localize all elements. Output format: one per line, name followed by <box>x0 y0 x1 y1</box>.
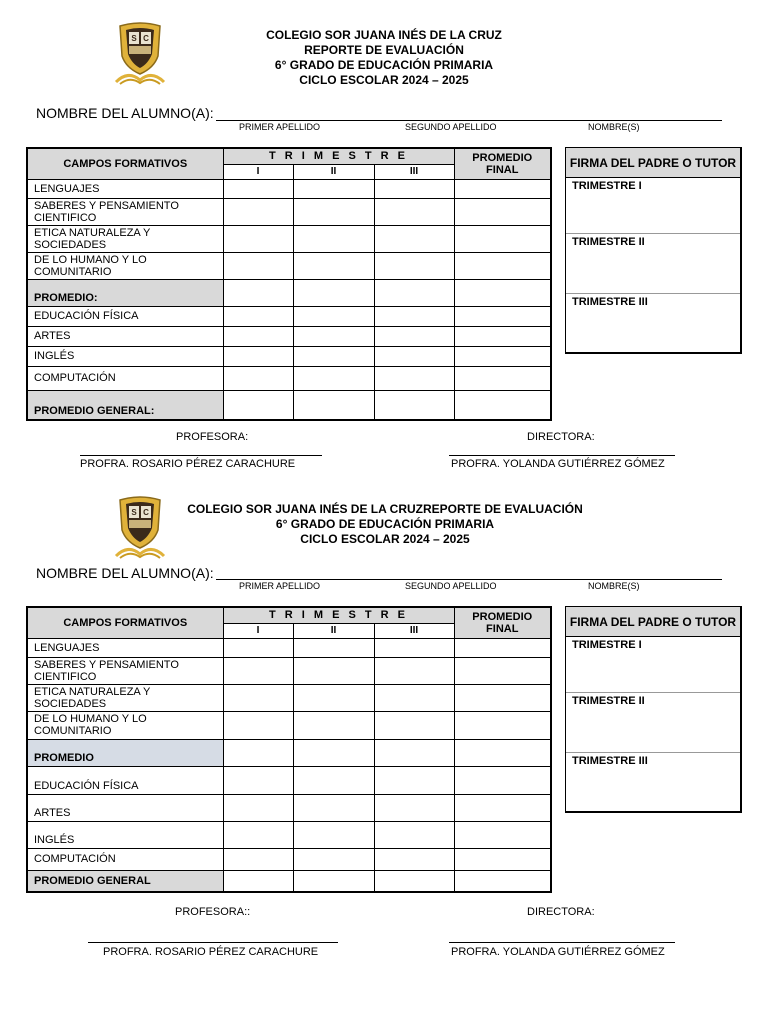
table-row <box>27 198 551 225</box>
grade-cell[interactable] <box>374 366 454 390</box>
signature-box-title: FIRMA DEL PADRE O TUTOR <box>566 607 740 637</box>
trimester-ii-header: II <box>293 623 374 638</box>
grade-cell[interactable] <box>293 711 374 739</box>
grade-cell[interactable] <box>293 252 374 279</box>
grade-cell[interactable] <box>374 848 454 870</box>
director-role: DIRECTORA: <box>527 906 595 918</box>
grade-cell[interactable] <box>293 390 374 420</box>
grade-cell[interactable] <box>454 821 551 848</box>
signature-trimester-3[interactable]: TRIMESTRE III <box>572 296 648 308</box>
school-cycle: CICLO ESCOLAR 2024 – 2025 <box>300 532 470 546</box>
subject-label: EDUCACIÓN FÍSICA <box>27 766 223 794</box>
grade-cell[interactable] <box>454 766 551 794</box>
grade-cell[interactable] <box>223 366 293 390</box>
subject-label: LENGUAJES <box>27 179 223 198</box>
grade-cell[interactable] <box>293 366 374 390</box>
grade-cell[interactable] <box>293 179 374 198</box>
teacher-role: PROFESORA:: <box>175 906 251 918</box>
grade-cell[interactable] <box>454 326 551 346</box>
table-row <box>27 252 551 279</box>
grade-cell[interactable] <box>374 766 454 794</box>
grade-cell[interactable] <box>293 225 374 252</box>
table-row <box>27 366 551 390</box>
table-row <box>27 821 551 848</box>
grade-cell[interactable] <box>223 821 293 848</box>
table-row <box>27 225 551 252</box>
grade-cell[interactable] <box>223 198 293 225</box>
table-row <box>27 657 551 684</box>
grade-cell[interactable] <box>223 306 293 326</box>
grade-cell[interactable] <box>454 684 551 711</box>
table-row <box>27 306 551 326</box>
director-name: PROFRA. YOLANDA GUTIÉRREZ GÓMEZ <box>451 946 665 958</box>
table-row <box>27 848 551 870</box>
teacher-signature-line[interactable] <box>80 455 322 456</box>
grade-cell[interactable] <box>374 657 454 684</box>
grade-cell[interactable] <box>374 794 454 821</box>
trimestre-header: T R I M E S T R E <box>223 607 454 623</box>
grade-cell[interactable] <box>223 225 293 252</box>
grade-cell[interactable] <box>374 711 454 739</box>
table-row <box>27 638 551 657</box>
grade-cell[interactable] <box>293 279 374 306</box>
table-row <box>27 346 551 366</box>
table-row <box>27 279 551 306</box>
grade-cell[interactable] <box>454 870 551 892</box>
teacher-name: PROFRA. ROSARIO PÉREZ CARACHURE <box>103 946 319 958</box>
grade-cell[interactable] <box>223 766 293 794</box>
report-header <box>160 502 610 547</box>
director-signature-line[interactable] <box>449 942 675 943</box>
subject-label: SABERES Y PENSAMIENTO CIENTIFICO <box>27 198 223 225</box>
school-logo <box>108 20 172 88</box>
subject-label: COMPUTACIÓN <box>27 366 223 390</box>
logo-letter-s: S <box>131 34 137 43</box>
trimester-ii-header: II <box>293 164 374 179</box>
logo-letter-s: S <box>131 508 137 517</box>
average-label: PROMEDIO <box>27 739 223 766</box>
grade-cell[interactable] <box>454 711 551 739</box>
grade-cell[interactable] <box>223 346 293 366</box>
trimester-i-header: I <box>223 164 293 179</box>
grade-cell[interactable] <box>293 684 374 711</box>
grade-cell[interactable] <box>223 794 293 821</box>
grade-cell[interactable] <box>374 684 454 711</box>
grade-cell[interactable] <box>293 326 374 346</box>
grade-cell[interactable] <box>454 794 551 821</box>
grade-cell[interactable] <box>374 306 454 326</box>
grade-cell[interactable] <box>223 179 293 198</box>
grade-cell[interactable] <box>223 326 293 346</box>
second-surname-label: SEGUNDO APELLIDO <box>405 581 497 591</box>
grades-table <box>26 147 552 421</box>
student-name-label: NOMBRE DEL ALUMNO(A): <box>36 105 214 121</box>
student-name-label: NOMBRE DEL ALUMNO(A): <box>36 565 214 581</box>
report-header <box>234 28 534 88</box>
report-title: REPORTE DE EVALUACIÓN <box>304 43 464 57</box>
average-label: PROMEDIO: <box>27 279 223 306</box>
subject-label: DE LO HUMANO Y LO COMUNITARIO <box>27 711 223 739</box>
final-average-header: PROMEDIO FINAL <box>454 607 551 638</box>
signature-trimester-2[interactable]: TRIMESTRE II <box>566 693 740 753</box>
director-role: DIRECTORA: <box>527 431 595 443</box>
grade-cell[interactable] <box>374 739 454 766</box>
grade-cell[interactable] <box>293 766 374 794</box>
table-row <box>27 326 551 346</box>
grade-cell[interactable] <box>293 794 374 821</box>
grade-cell[interactable] <box>223 390 293 420</box>
grade-cell[interactable] <box>293 739 374 766</box>
subject-label: SABERES Y PENSAMIENTO CIENTIFICO <box>27 657 223 684</box>
guardian-signature-box <box>565 147 742 354</box>
trimester-iii-header: III <box>374 164 454 179</box>
subject-label: INGLÉS <box>27 346 223 366</box>
grade-cell[interactable] <box>454 225 551 252</box>
grade-cell[interactable] <box>293 848 374 870</box>
grade-cell[interactable] <box>293 638 374 657</box>
student-name-line[interactable] <box>216 120 722 121</box>
subject-label: ETICA NATURALEZA Y SOCIEDADES <box>27 684 223 711</box>
student-name-line[interactable] <box>216 579 722 580</box>
grade-level: 6° GRADO DE EDUCACIÓN PRIMARIA <box>275 517 495 531</box>
general-average-label: PROMEDIO GENERAL: <box>27 390 223 420</box>
grade-cell[interactable] <box>374 225 454 252</box>
grade-cell[interactable] <box>454 306 551 326</box>
logo-letter-c: C <box>143 508 149 517</box>
grade-cell[interactable] <box>223 252 293 279</box>
table-row <box>27 179 551 198</box>
grade-cell[interactable] <box>374 821 454 848</box>
school-name-combined: COLEGIO SOR JUANA INÉS DE LA CRUZREPORTE DE EVALUACIÓN <box>187 502 583 516</box>
subject-label: ARTES <box>27 326 223 346</box>
campos-header: CAMPOS FORMATIVOS <box>27 148 223 179</box>
grade-cell[interactable] <box>454 346 551 366</box>
grade-cell[interactable] <box>454 638 551 657</box>
table-row <box>27 684 551 711</box>
grade-cell[interactable] <box>223 279 293 306</box>
grade-cell[interactable] <box>374 346 454 366</box>
logo-letter-c: C <box>143 34 149 43</box>
trimester-i-header: I <box>223 623 293 638</box>
school-name: COLEGIO SOR JUANA INÉS DE LA CRUZ <box>266 28 502 42</box>
grade-cell[interactable] <box>223 739 293 766</box>
grade-cell[interactable] <box>374 279 454 306</box>
grade-cell[interactable] <box>293 346 374 366</box>
grade-cell[interactable] <box>454 390 551 420</box>
grade-cell[interactable] <box>374 179 454 198</box>
grade-cell[interactable] <box>374 252 454 279</box>
table-row <box>27 870 551 892</box>
grade-cell[interactable] <box>374 198 454 225</box>
grade-cell[interactable] <box>293 870 374 892</box>
grade-cell[interactable] <box>223 711 293 739</box>
grade-cell[interactable] <box>223 870 293 892</box>
grade-cell[interactable] <box>454 739 551 766</box>
grade-cell[interactable] <box>454 179 551 198</box>
table-row <box>27 766 551 794</box>
trimester-iii-header: III <box>374 623 454 638</box>
teacher-signature-line[interactable] <box>88 942 338 943</box>
grade-cell[interactable] <box>374 326 454 346</box>
first-surname-label: PRIMER APELLIDO <box>239 581 321 591</box>
grade-cell[interactable] <box>454 252 551 279</box>
grade-cell[interactable] <box>293 657 374 684</box>
signature-trimester-1[interactable]: TRIMESTRE I <box>566 637 740 693</box>
director-name: PROFRA. YOLANDA GUTIÉRREZ GÓMEZ <box>451 458 665 470</box>
campos-header: CAMPOS FORMATIVOS <box>27 607 223 638</box>
subject-label: DE LO HUMANO Y LO COMUNITARIO <box>27 252 223 279</box>
grade-cell[interactable] <box>454 657 551 684</box>
grade-cell[interactable] <box>454 198 551 225</box>
grade-cell[interactable] <box>293 821 374 848</box>
grade-cell[interactable] <box>293 306 374 326</box>
table-row <box>27 739 551 766</box>
subject-label: COMPUTACIÓN <box>27 848 223 870</box>
subject-label: EDUCACIÓN FÍSICA <box>27 306 223 326</box>
grade-cell[interactable] <box>293 198 374 225</box>
table-row <box>27 390 551 420</box>
teacher-name: PROFRA. ROSARIO PÉREZ CARACHURE <box>80 458 296 470</box>
grade-cell[interactable] <box>374 638 454 657</box>
trimestre-header: T R I M E S T R E <box>223 148 454 164</box>
grade-cell[interactable] <box>454 279 551 306</box>
second-surname-label: SEGUNDO APELLIDO <box>405 122 497 132</box>
grades-table <box>26 606 552 893</box>
subject-label: LENGUAJES <box>27 638 223 657</box>
signature-box-title: FIRMA DEL PADRE O TUTOR <box>566 148 740 178</box>
table-row <box>27 794 551 821</box>
signature-trimester-3[interactable]: TRIMESTRE III <box>572 755 648 767</box>
grade-cell[interactable] <box>454 366 551 390</box>
table-row <box>27 711 551 739</box>
given-names-label: NOMBRE(S) <box>588 122 640 132</box>
signature-trimester-1[interactable]: TRIMESTRE I <box>566 178 740 234</box>
director-signature-line[interactable] <box>449 455 675 456</box>
grade-cell[interactable] <box>223 638 293 657</box>
grade-cell[interactable] <box>454 848 551 870</box>
first-surname-label: PRIMER APELLIDO <box>239 122 321 132</box>
school-cycle: CICLO ESCOLAR 2024 – 2025 <box>299 73 469 87</box>
grade-cell[interactable] <box>374 870 454 892</box>
grade-cell[interactable] <box>223 657 293 684</box>
general-average-label: PROMEDIO GENERAL <box>27 870 223 892</box>
teacher-role: PROFESORA: <box>176 431 249 443</box>
subject-label: INGLÉS <box>27 821 223 848</box>
grade-level: 6° GRADO DE EDUCACIÓN PRIMARIA <box>274 58 494 72</box>
grade-cell[interactable] <box>223 684 293 711</box>
final-average-header: PROMEDIO FINAL <box>454 148 551 179</box>
subject-label: ARTES <box>27 794 223 821</box>
grade-cell[interactable] <box>374 390 454 420</box>
grade-cell[interactable] <box>223 848 293 870</box>
guardian-signature-box <box>565 606 742 813</box>
signature-trimester-2[interactable]: TRIMESTRE II <box>566 234 740 294</box>
subject-label: ETICA NATURALEZA Y SOCIEDADES <box>27 225 223 252</box>
given-names-label: NOMBRE(S) <box>588 581 640 591</box>
